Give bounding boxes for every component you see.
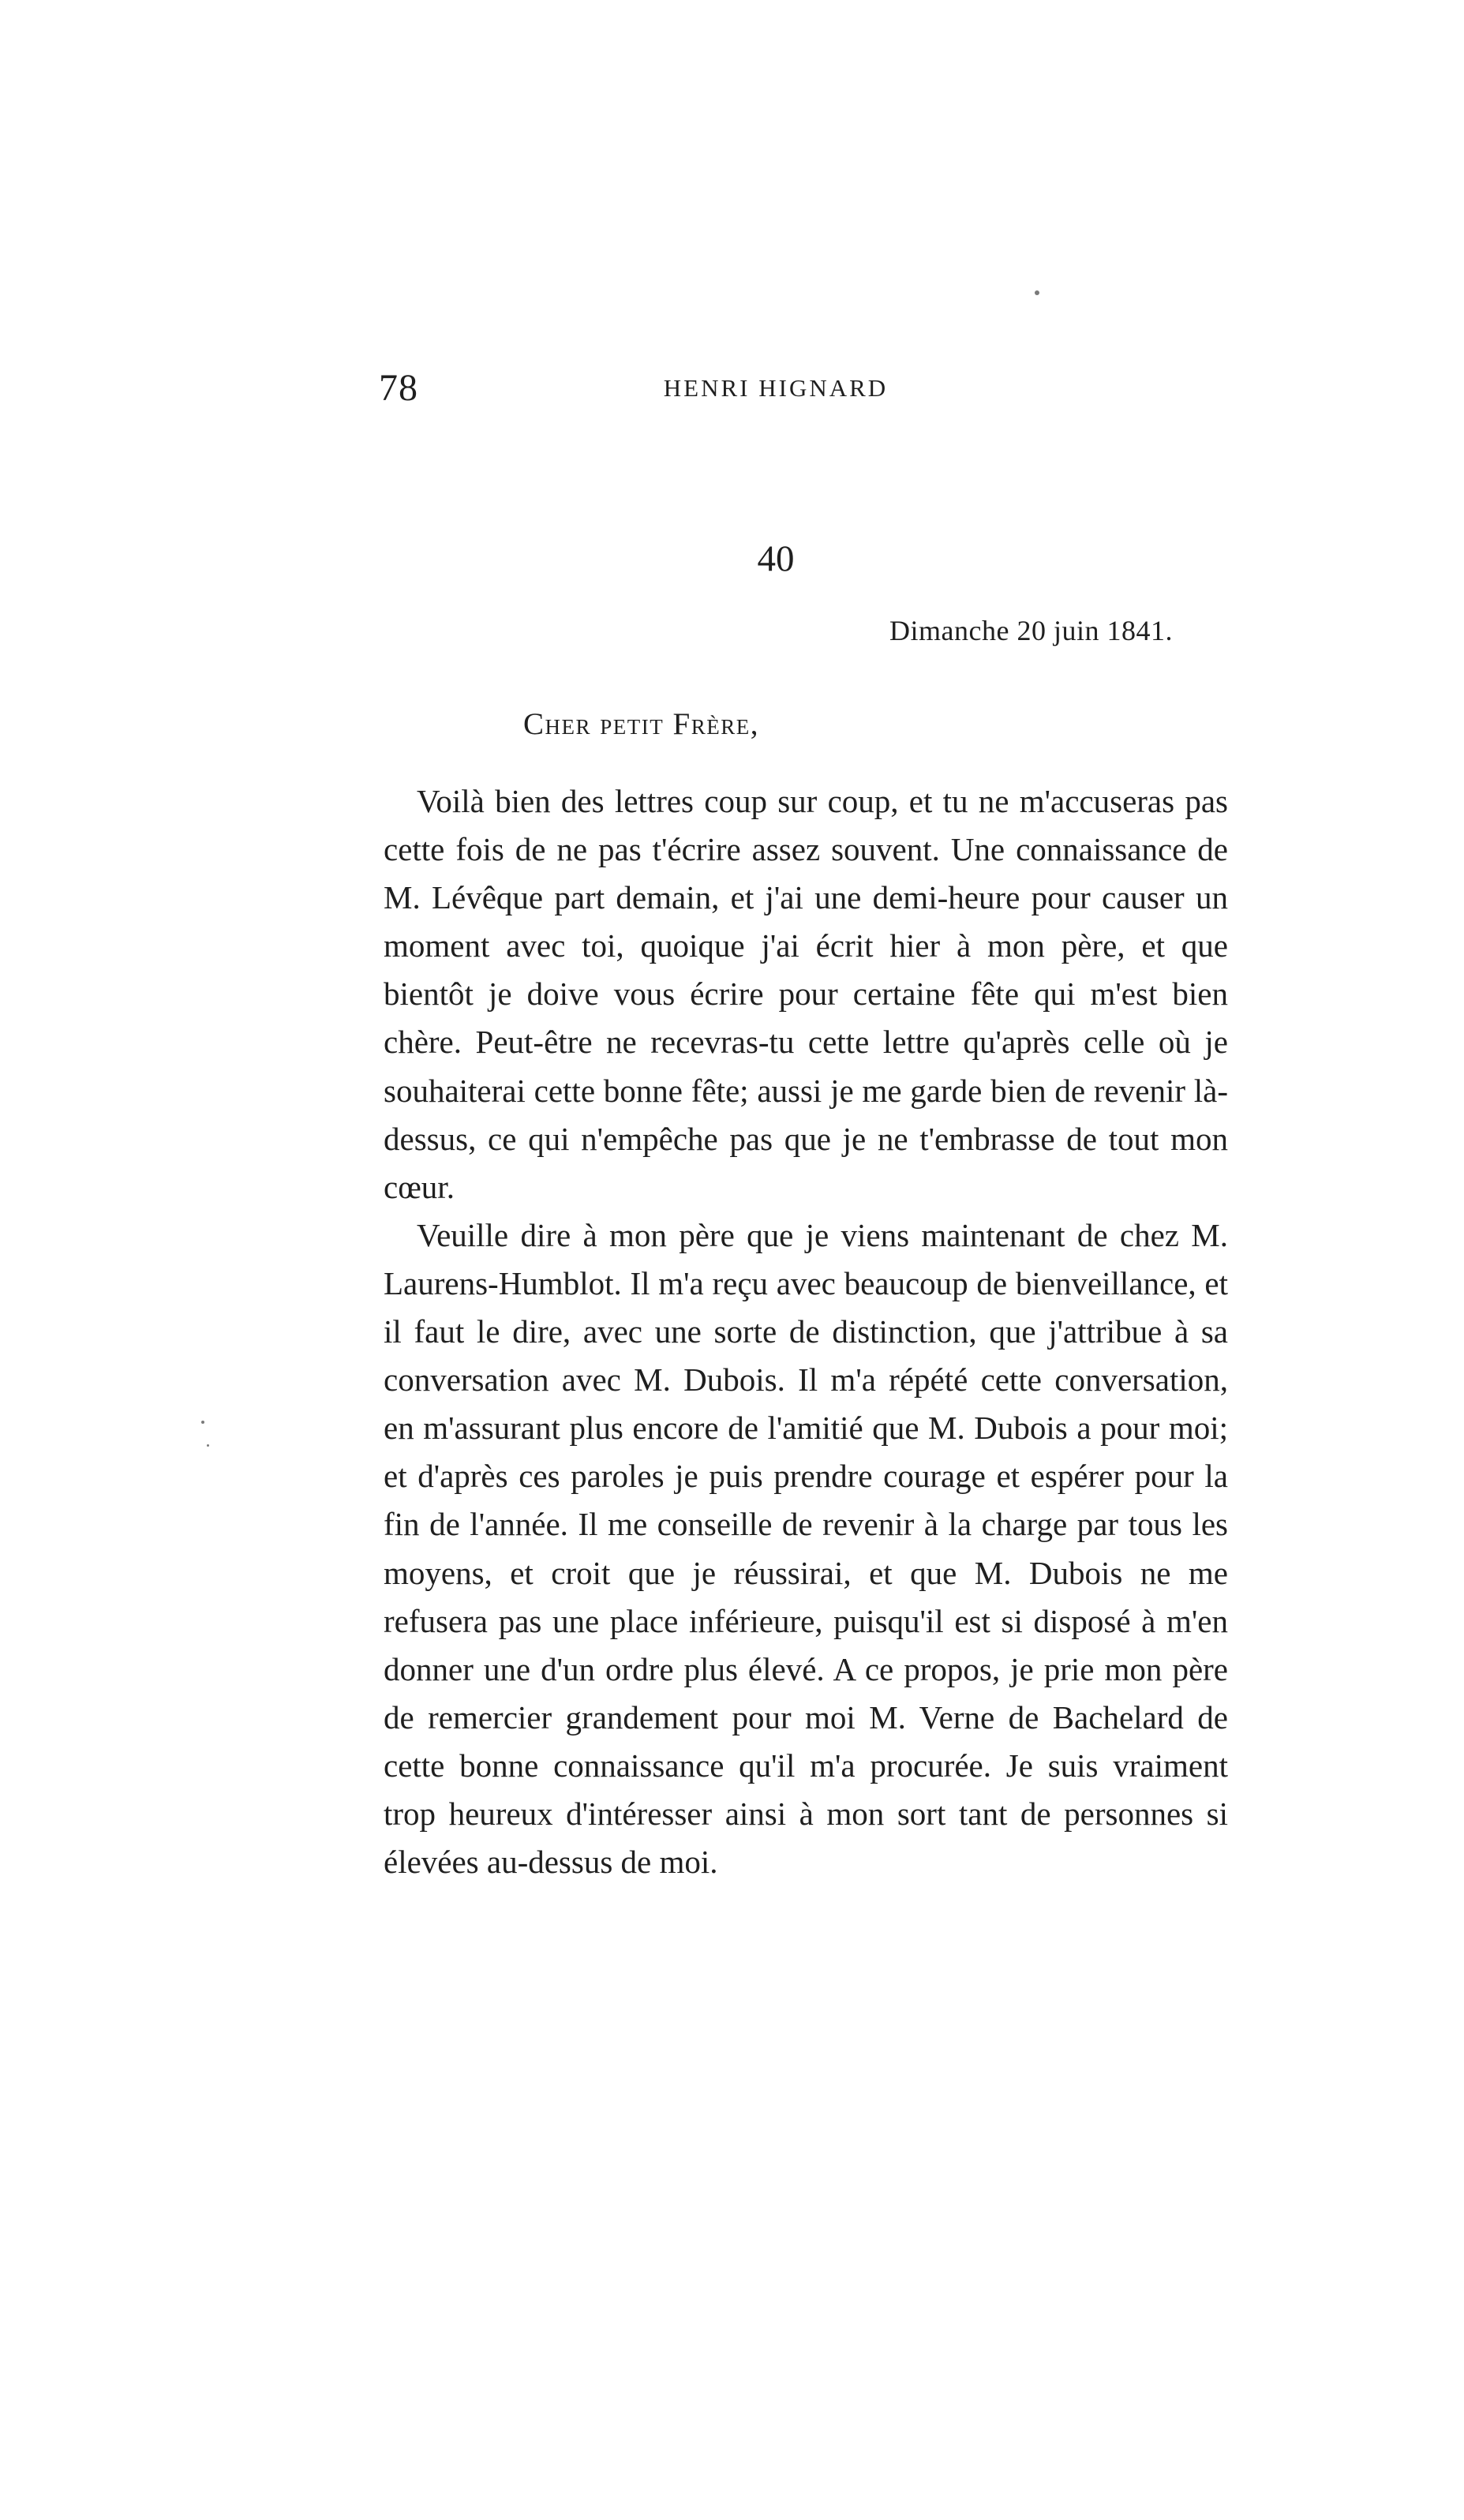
page-header — [379, 365, 1173, 412]
paragraph: Voilà bien des lettres coup sur coup, et tu ne m'accuseras pas cette fois de ne pas t'écrire assez souvent. Une connaissance de M. Lévêque part demain, et j'ai une demi-heure pour causer un moment avec toi, quoique j'ai écrit hier à mon père, et que bientôt je doive vous écrire pour certaine fête qui m'est bien chère. Peut-être ne recevras-tu cette lettre qu'après celle où je souhaiterai cette bonne fête; aussi je me garde bien de revenir là-dessus, ce qui n'empêche pas que je ne t'embrasse de tout mon cœur. — [384, 783, 1228, 1205]
paragraph: Veuille dire à mon père que je viens maintenant de chez M. Laurens-Humblot. Il m'a reçu avec beaucoup de bienveillance, et il faut le dire, avec une sorte de distinction, que j'attribue à sa conversation avec M. Dubois. Il m'a répété cette conversation, en m'assurant plus encore de l'amitié que M. Dubois a pour moi; et d'après ces paroles je puis prendre courage et espérer pour la fin de l'année. Il me conseille de revenir à la charge par tous les moyens, et croit que je réussirai, et que M. Dubois ne me refusera pas une place inférieure, puisqu'il est si disposé à m'en donner une d'un ordre plus élevé. A ce propos, je prie mon père de remercier grandement pour moi M. Verne de Bachelard de cette bonne connaissance qu'il m'a procurée. Je suis vraiment trop heureux d'intéresser ainsi à mon sort tant de personnes si élevées au-dessus de moi. — [384, 1216, 1228, 1881]
letter-date: Dimanche 20 juin 1841. — [889, 615, 1173, 646]
letter-number: 40 — [757, 538, 795, 579]
salutation: Cher petit Frère, — [523, 707, 759, 741]
scan-speck — [201, 1421, 204, 1424]
page-number: 78 — [379, 367, 418, 409]
letter-body — [384, 777, 1228, 1886]
running-head: HENRI HIGNARD — [663, 374, 889, 402]
scan-speck — [1035, 290, 1039, 295]
scan-speck — [207, 1444, 209, 1447]
